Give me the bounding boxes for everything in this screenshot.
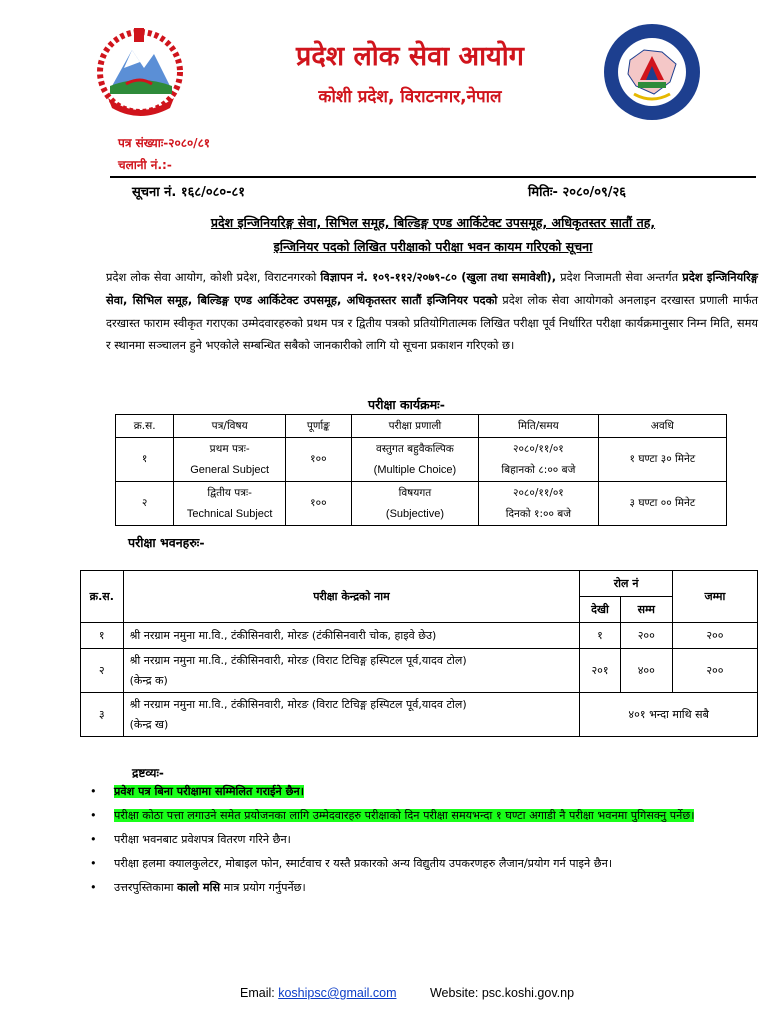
exam-time: दिनको १:०० बजे (505, 507, 572, 520)
table-header-row (81, 571, 758, 597)
cell-system (351, 482, 478, 526)
notes-list (84, 781, 744, 901)
cell-to: ४०० (620, 649, 672, 693)
page-subtitle: कोशी प्रदेश, विराटनगर,नेपाल (318, 87, 502, 107)
header-divider (110, 176, 756, 178)
paper-name: द्वितीय पत्रः- (207, 486, 252, 499)
center-name-line1: श्री नरग्राम नमुना मा.वि., टंकीसिनवारी, मोरङ (विराट टिचिङ्ग हस्पिटल पूर्व,यादव टोल) (129, 697, 467, 711)
exam-schedule-table (115, 414, 727, 526)
list-item (84, 829, 744, 850)
col-system: परीक्षा प्रणाली (351, 415, 478, 438)
cell-sn: २ (81, 649, 124, 693)
col-total: जम्मा (672, 571, 757, 623)
cell-sn: १ (81, 623, 124, 649)
table-row (116, 482, 727, 526)
exam-date: २०८०/११/०१ (513, 442, 564, 455)
cell-marks: १०० (286, 482, 352, 526)
notice-body (106, 266, 758, 357)
col-to: सम्म (620, 597, 672, 623)
cell-duration: ३ घण्टा ०० मिनेट (598, 482, 726, 526)
website-text: Website: psc.koshi.gov.np (429, 986, 575, 1000)
psc-seal-icon (600, 20, 704, 124)
schedule-caption: परीक्षा कार्यक्रमः- (368, 397, 445, 412)
body-text-1: प्रदेश लोक सेवा आयोग, कोशी प्रदेश, विराटनगरको (106, 270, 321, 284)
list-item (84, 877, 744, 898)
cell-to: २०० (620, 623, 672, 649)
cell-paper (174, 482, 286, 526)
col-sn: क्र.स. (116, 415, 174, 438)
exam-time: बिहानको ८:०० बजे (501, 463, 576, 476)
col-from: देखी (580, 597, 620, 623)
system-name: वस्तुगत बहुवैकल्पिक (376, 442, 454, 455)
cell-center-name: श्री नरग्राम नमुना मा.वि., टंकीसिनवारी, मोरङ (टंकीसिनवारी चोक, हाइवे छेउ) (123, 623, 580, 649)
table-row (81, 623, 758, 649)
center-name-line2: (केन्द्र ख) (129, 717, 169, 731)
cell-total: २०० (672, 649, 757, 693)
nepal-emblem-icon (88, 24, 192, 124)
note-text: प्रवेश पत्र बिना परीक्षामा सम्मिलित गराईने छैन। (114, 785, 304, 798)
cell-sn: २ (116, 482, 174, 526)
notice-date: मितिः- २०८०/०९/२६ (528, 185, 627, 200)
cell-system (351, 438, 478, 482)
dispatch-number: चलानी नं.:- (118, 158, 172, 172)
center-name-line1: श्री नरग्राम नमुना मा.वि., टंकीसिनवारी, मोरङ (विराट टिचिङ्ग हस्पिटल पूर्व,यादव टोल) (129, 653, 467, 667)
table-row (116, 438, 727, 482)
body-post: प्रदेश इन्जिनियरिङ्ग सेवा, सिभिल समूह, बिल्डिङ्ग एण्ड आर्किटेक्ट उपसमूह, अधिकृतस्तर सातौं इन्जिनियर पदको (106, 270, 758, 307)
cell-from: १ (580, 623, 620, 649)
note-text: उत्तरपुस्तिकामा (114, 881, 178, 894)
email-link[interactable]: koshipsc@gmail.com (278, 986, 397, 1000)
exam-centers-table (80, 570, 758, 737)
table-row (81, 693, 758, 737)
note-emphasis: कालो मसि (177, 881, 221, 894)
cell-duration: १ घण्टा ३० मिनेट (598, 438, 726, 482)
bullet-icon: • (90, 833, 97, 846)
paper-name: प्रथम पत्रः- (209, 442, 250, 455)
cell-sn: १ (116, 438, 174, 482)
cell-center-name (123, 693, 580, 737)
email-label: Email: (240, 986, 279, 1000)
notice-heading-line2: इन्जिनियर पदको लिखित परीक्षाको परीक्षा भवन कायम गरिएको सूचना (273, 239, 593, 254)
footer (240, 986, 574, 1000)
col-datetime: मिति/समय (479, 415, 598, 438)
page-title: प्रदेश लोक सेवा आयोग (296, 41, 524, 72)
bullet-icon: • (90, 785, 97, 798)
notice-number: सूचना नं. १६८/०८०-८१ (132, 185, 246, 200)
center-name-line2: (केन्द्र क) (129, 673, 168, 687)
cell-roll-range: ४०१ भन्दा माथि सबै (580, 693, 758, 737)
note-text: परीक्षा कोठा पत्ता लगाउने समेत प्रयोजनका लागि उम्मेदवारहरु परीक्षाको दिन परीक्षा समयभन्दा १ घण्टा अगाडी नै परीक्षा भवनमा पुगिसक्नु पर्नेछ। (114, 809, 695, 822)
centers-caption: परीक्षा भवनहरुः- (128, 535, 205, 550)
notice-heading-line1: प्रदेश इन्जिनियरिङ्ग सेवा, सिभिल समूह, बिल्डिङ्ग एण्ड आर्किटेक्ट उपसमूह, अधिकृतस्तर सातौं तह, (210, 215, 656, 230)
letter-number: पत्र संख्याः-२०८०/८१ (118, 136, 211, 150)
cell-from: २०१ (580, 649, 620, 693)
system-name-en: (Subjective) (385, 507, 444, 520)
note-text-end: मात्र प्रयोग गर्नुपर्नेछ। (220, 881, 306, 894)
bullet-icon: • (90, 881, 97, 894)
col-roll: रोल नं (580, 571, 673, 597)
col-center-name: परीक्षा केन्द्रको नाम (123, 571, 580, 623)
list-item (84, 781, 744, 802)
body-text-2: प्रदेश निजामती सेवा अन्तर्गत (556, 270, 683, 284)
bullet-icon: • (90, 809, 97, 822)
table-row (81, 649, 758, 693)
cell-sn: ३ (81, 693, 124, 737)
col-duration: अवधि (598, 415, 726, 438)
bullet-icon: • (90, 857, 97, 870)
body-advertisement: विज्ञापन नं. १०९-११२/२०७९-८० (खुला तथा समावेशी), (320, 270, 557, 284)
cell-marks: १०० (286, 438, 352, 482)
list-item (84, 805, 744, 826)
table-header-row (116, 415, 727, 438)
col-marks: पूर्णाङ्क (286, 415, 352, 438)
cell-center-name (123, 649, 580, 693)
system-name: विषयगत (398, 486, 432, 499)
system-name-en: (Multiple Choice) (373, 463, 457, 476)
paper-name-en: General Subject (190, 463, 270, 476)
note-text: परीक्षा भवनबाट प्रवेशपत्र वितरण गरिने छैन। (114, 833, 291, 846)
cell-total: २०० (672, 623, 757, 649)
cell-datetime (479, 438, 598, 482)
list-item (84, 853, 744, 874)
paper-name-en: Technical Subject (186, 507, 273, 520)
col-paper: पत्र/विषय (174, 415, 286, 438)
exam-date: २०८०/११/०१ (513, 486, 564, 499)
note-text: परीक्षा हलमा क्यालकुलेटर, मोबाइल फोन, स्मार्टवाच र यस्तै प्रकारको अन्य विद्युतीय उपकरणहरु लैजान/प्रयोग गर्न पाइने छैन। (114, 857, 613, 870)
col-sn: क्र.स. (81, 571, 124, 623)
cell-paper (174, 438, 286, 482)
cell-datetime (479, 482, 598, 526)
body-text-3: प्रदेश लोक सेवा आयोगको अनलाइन दरखास्त प्रणाली मार्फत दरखास्त फाराम स्वीकृत गराएका उम्मेदवारहरुको प्रथम पत्र र द्वितीय पत्रको प्रतियोगितात्मक लिखित परीक्षा पूर्व निर्धारित परीक्षा कार्यक्रमानुसार निम्न मिति, समय र स्थानमा सञ्चालन हुने भएकोले सम्बन्धित सबैको जानकारीको लागि यो सूचना प्रकाशन गरिएको छ। (106, 292, 758, 353)
notes-heading: द्रष्टव्यः- (132, 766, 164, 780)
